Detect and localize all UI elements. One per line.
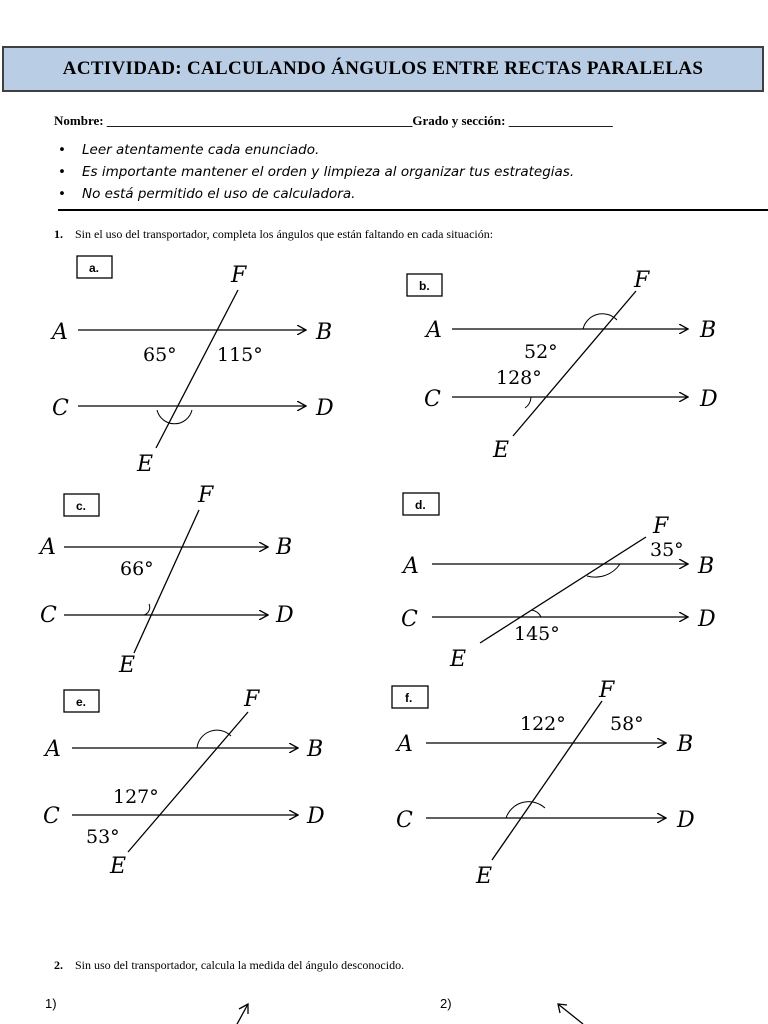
point-label-b: B [316,320,333,345]
figure-a [50,256,334,477]
figure-f [392,678,695,889]
figure-c [38,483,294,678]
subproblem-label: 1) [45,996,57,1011]
bullet-icon: • [58,186,66,202]
point-label-c: C [424,387,441,412]
point-label-e: E [110,854,127,879]
point-label-a: A [426,318,442,343]
angle-arc [144,604,150,615]
partial-line [558,1004,583,1024]
figure-label: c. [76,499,87,513]
point-label-f: F [198,483,214,508]
figure-e [43,687,325,879]
point-label-a: A [45,737,61,762]
angle-arc [197,730,231,748]
figure-b [407,268,718,463]
point-label-d: D [316,396,334,421]
angle-arc [587,564,620,577]
angle-label: 65° [143,344,177,366]
angle-label: 122° [520,713,566,735]
transversal-ef [134,510,199,653]
bullet-icon: • [58,142,66,158]
bullet-icon: • [58,164,66,180]
point-label-d: D [276,603,294,628]
point-label-f: F [653,514,669,539]
point-label-c: C [396,808,413,833]
angle-label: 115° [217,344,263,366]
angle-arc [583,314,617,329]
subproblem-label: 2) [440,996,452,1011]
point-label-d: D [677,808,695,833]
question-1: 1. Sin el uso del transportador, completa los ángulos que están faltando en cada situación: [54,227,494,241]
figure-label: b. [419,279,430,293]
point-label-f: F [244,687,260,712]
point-label-c: C [401,607,418,632]
point-label-e: E [493,438,510,463]
point-label-a: A [52,320,68,345]
point-label-d: D [700,387,718,412]
figure-label: d. [415,498,426,512]
instruction-item: • Es importante mantener el orden y limpieza al organizar tus estrategias. [58,161,574,183]
figure-label: f. [405,691,413,705]
transversal-ef [513,291,636,436]
point-label-e: E [476,864,493,889]
question-2: 2. Sin uso del transportador, calcula la medida del ángulo desconocido. [54,958,405,972]
point-label-a: A [403,554,419,579]
angle-label: 58° [610,713,644,735]
point-label-e: E [450,647,467,672]
instruction-item: • Leer atentamente cada enunciado. [58,139,574,161]
point-label-c: C [43,804,60,829]
point-label-e: E [119,653,136,678]
subproblem-2 [440,996,583,1024]
point-label-b: B [307,737,324,762]
name-grade-line: Nombre: _______________________________________________Grado y sección: ________________ [54,113,613,128]
point-label-c: C [40,603,57,628]
point-label-d: D [698,607,716,632]
subproblem-1 [45,996,248,1024]
point-label-e: E [137,452,154,477]
angle-label: 145° [514,623,560,645]
point-label-a: A [397,732,413,757]
point-label-c: C [52,396,69,421]
angle-label: 66° [120,558,154,580]
point-label-b: B [698,554,715,579]
angle-arc [506,802,545,818]
figure-label: e. [76,695,87,709]
point-label-f: F [634,268,650,293]
angle-label: 35° [650,539,684,561]
angle-arc [525,397,531,408]
angle-label: 127° [113,786,159,808]
figure-label: a. [89,261,100,275]
angle-label: 128° [496,367,542,389]
transversal-ef [128,712,248,852]
point-label-b: B [700,318,717,343]
point-label-a: A [40,535,56,560]
point-label-f: F [599,678,615,703]
point-label-d: D [307,804,325,829]
figure-d [401,493,716,672]
transversal-ef [480,537,646,643]
angle-arc [531,610,541,617]
point-label-b: B [276,535,293,560]
instruction-item: • No está permitido el uso de calculadora. [58,183,574,205]
angle-label: 53° [86,826,120,848]
point-label-b: B [677,732,694,757]
page-title: ACTIVIDAD: CALCULANDO ÁNGULOS ENTRE RECTAS PARALELAS [62,58,704,79]
angle-label: 52° [524,341,558,363]
point-label-f: F [231,263,247,288]
transversal-ef [156,290,238,448]
